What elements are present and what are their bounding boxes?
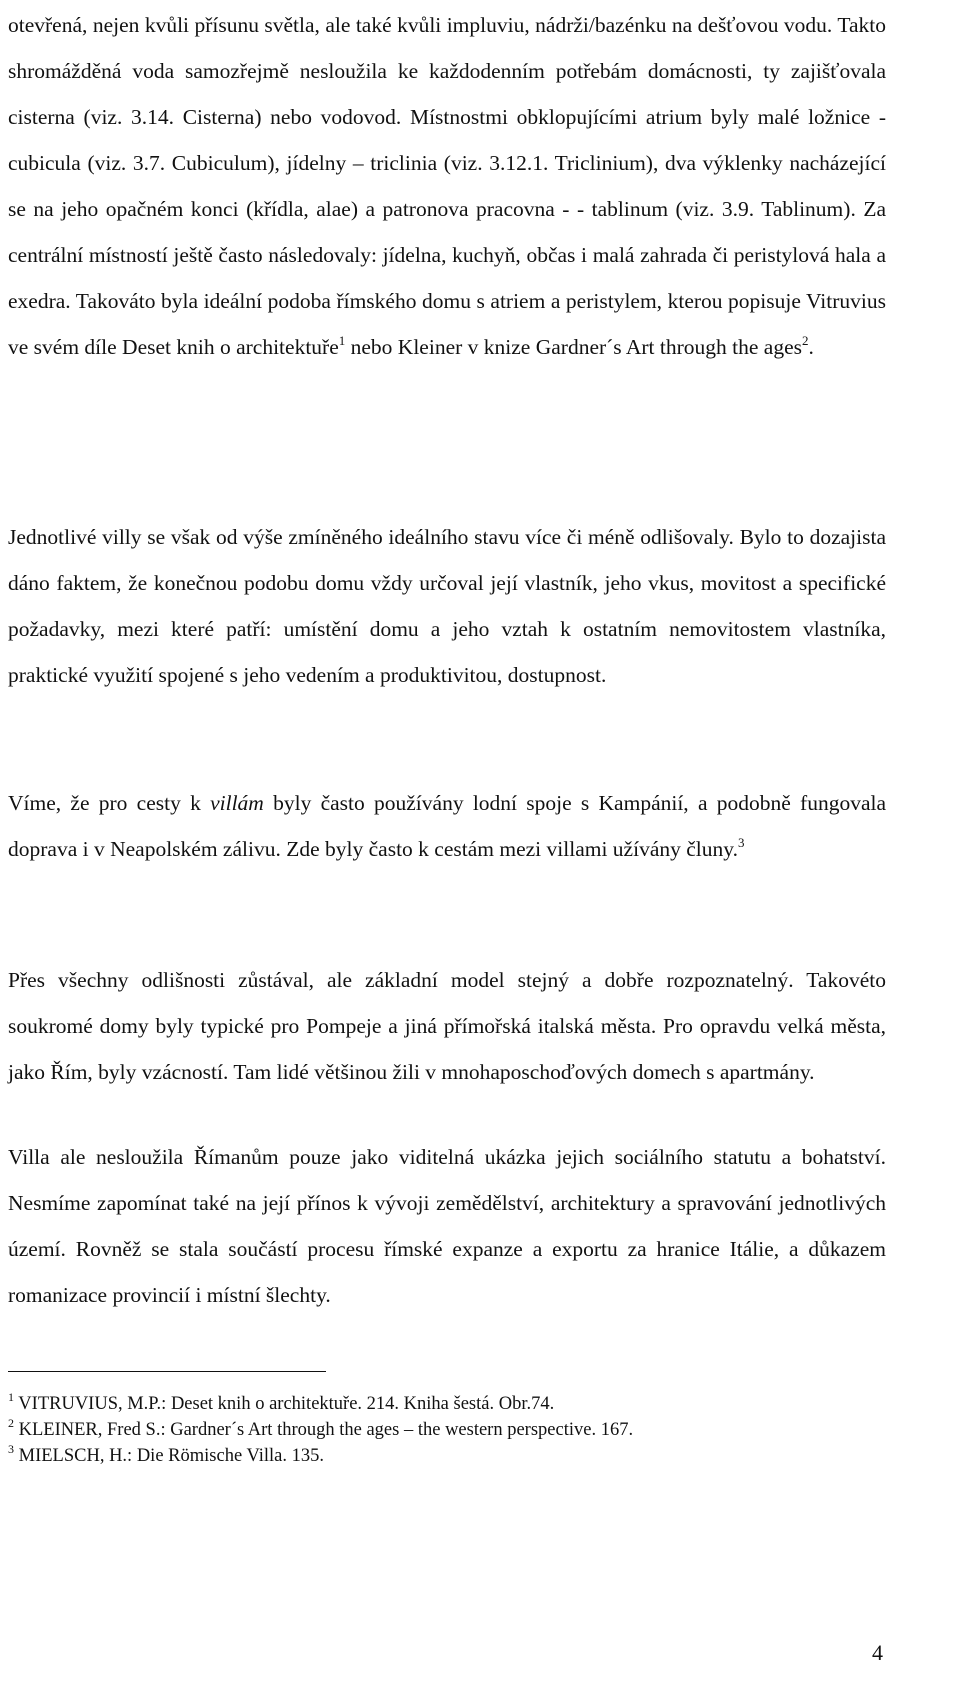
footnote-number: 1 (8, 1389, 14, 1404)
page-number: 4 (872, 1640, 883, 1665)
paragraph-text: Jednotlivé villy se však od výše zmíněného ideálního stavu více či méně odlišovaly. Bylo to dozajista dáno faktem, že konečnou podobu domu vždy určoval její vlastník, jeho vkus, movitost a specifické požadavky, mezi které patří: umístění domu a jeho vztah k ostatním nemovitostem vlastníka, praktické využití spojené s jeho vedením a produktivitou, dostupnost. (8, 525, 886, 687)
footnote-text: KLEINER, Fred S.: Gardner´s Art through the ages – the western perspective. 167. (18, 1420, 634, 1440)
paragraph-text: Villa ale nesloužila Římanům pouze jako viditelná ukázka jejich sociálního statutu a bohatství. Nesmíme zapomínat také na její přínos k vývoji zemědělství, architektury a spravování jednotlivých území. Rovněž se stala součástí procesu římské expanze a exportu za hranice Itálie, a důkazem romanizace provincií i místní šlechty. (8, 1145, 886, 1307)
paragraph-text: Víme, že pro cesty k (8, 791, 211, 815)
footnote-ref[interactable]: 3 (737, 834, 745, 850)
footnote-ref[interactable]: 2 (802, 332, 809, 348)
footnote-1 (8, 1391, 908, 1417)
footnote-number: 2 (8, 1415, 14, 1430)
paragraph-text: byly často používány lodní spoje s Kampánií, a podobně fungovala doprava i v Neapolském zálivu. Zde byly často k cestám mezi villami užívány čluny. (8, 791, 887, 861)
footnote-2 (8, 1417, 908, 1443)
footnote-3 (8, 1443, 908, 1469)
emphasis-villam: villám (210, 791, 264, 815)
footnote-number: 3 (8, 1441, 14, 1456)
paragraph-text: . (808, 335, 814, 359)
footnote-text: VITRUVIUS, M.P.: Deset knih o architektuře. 214. Kniha šestá. Obr.74. (18, 1394, 555, 1414)
paragraph-text: Přes všechny odlišnosti zůstával, ale základní model stejný a dobře rozpoznatelný. Takovéto soukromé domy byly typické pro Pompeje a jiná přímořská italská města. Pro opravdu velká města, jako Řím, byly vzácností. Tam lidé většinou žili v mnohaposchoďových domech s apartmány. (8, 968, 886, 1084)
paragraph-travel (8, 780, 886, 872)
paragraph-social-status (8, 1134, 886, 1318)
paragraph-atrium (8, 2, 886, 370)
paragraph-villa-differences (8, 514, 886, 698)
paragraph-basic-model (8, 957, 886, 1095)
paragraph-text: otevřená, nejen kvůli přísunu světla, ale také kvůli impluviu, nádrži/bazénku na dešťovou vodu. Takto shromážděná voda samozřejmě nesloužila ke každodenním potřebám domácnosti, ty zajišťovala cisterna (viz. 3.14. Cisterna) nebo vodovod. Místnostmi obklopujícími atrium byly malé ložnice - cubicula (viz. 3.7. Cubiculum), jídelny – triclinia (viz. 3.12.1. Triclinium), dva výklenky nacházející se na jeho opačném konci (křídla, alae) a patronova pracovna - - tablinum (viz. 3.9. Tablinum). Za centrální místností ještě často následovaly: jídelna, kuchyň, občas i malá zahrada či peristylová hala a exedra. Takováto byla ideální podoba římského domu s atriem a peristylem, kterou popisuje Vitruvius ve svém díle Deset knih o architektuře (8, 13, 886, 359)
footnote-text: MIELSCH, H.: Die Römische Villa. 135. (18, 1446, 324, 1466)
footnote-separator (8, 1371, 326, 1372)
paragraph-text: nebo Kleiner v knize Gardner´s Art through the ages (345, 335, 802, 359)
footnote-ref[interactable]: 1 (338, 332, 346, 348)
